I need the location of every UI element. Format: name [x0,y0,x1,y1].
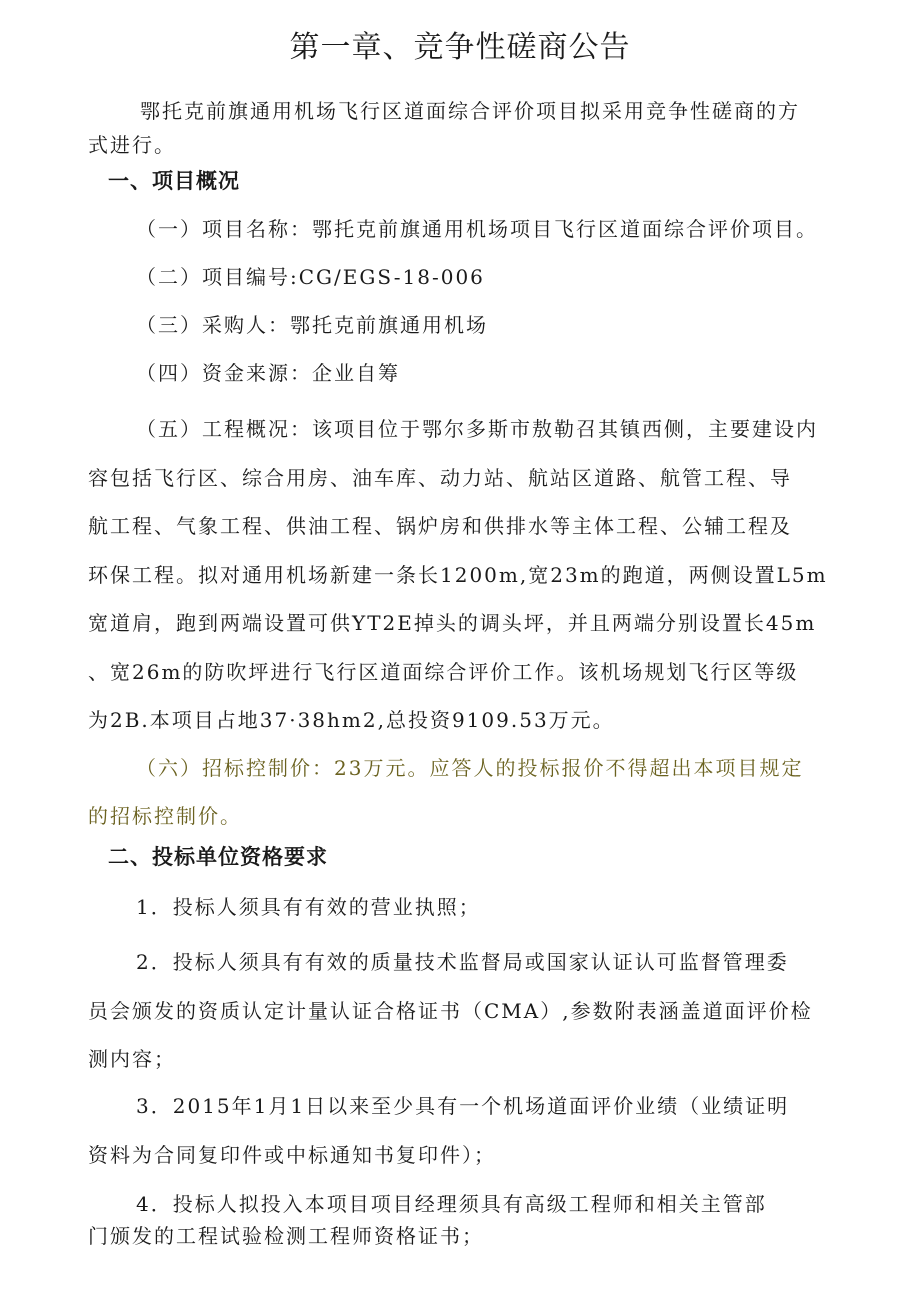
chapter-title: 第一章、竞争性磋商公告 [289,30,631,65]
requirement-4: 4．投标人拟投入本项目项目经理须具有高级工程师和相关主管部 门颁发的工程试验检测工程师资格证书； [88,1192,767,1248]
intro-paragraph: 鄂托克前旗通用机场飞行区道面综合评价项目拟采用竞争性磋商的方 式进行。 [88,99,800,157]
project-name-item: （一）项目名称：鄂托克前旗通用机场项目飞行区道面综合评价项目。 [136,217,818,241]
project-description-paragraph: （五）工程概况：该项目位于鄂尔多斯市敖勒召其镇西侧，主要建设内 容包括飞行区、综合用房、油车库、动力站、航站区道路、航管工程、导 航工程、气象工程、供油工程、锅炉房和供排水等主体工程、公辅工程及 环保工程。拟对通用机场新建一条长1200m,宽23m的跑道，两侧设置L5m 宽道肩，跑到两端设置可供YT2E掉头的调头坪，并且两端分别设置长45m 、宽26m的防吹坪进行飞行区道面综合评价工作。该机场规划飞行区等级 为2B.本项目占地37·38hm2,总投资9109.53万元。 [88,417,828,732]
purchaser-item: （三）采购人：鄂托克前旗通用机场 [136,313,488,337]
requirement-3: 3．2015年1月1日以来至少具有一个机场道面评价业绩（业绩证明 资料为合同复印件或中标通知书复印件）； [88,1094,790,1167]
section-heading-qualification: 二、投标单位资格要求 [108,845,328,869]
project-number-item: （二）项目编号:CG/EGS-18-006 [136,265,485,289]
requirement-2: 2．投标人须具有有效的质量技术监督局或国家认证认可监督管理委 员会颁发的资质认定计量认证合格证书（CMA）,参数附表涵盖道面评价检 测内容； [88,950,813,1071]
funding-source-item: （四）资金来源：企业自筹 [136,361,400,385]
requirement-1: 1．投标人须具有有效的营业执照； [136,895,481,919]
section-heading-project-overview: 一、项目概况 [108,169,240,193]
bid-control-price-paragraph: （六）招标控制价：23万元。应答人的投标报价不得超出本项目规定 的招标控制价。 [88,756,804,828]
